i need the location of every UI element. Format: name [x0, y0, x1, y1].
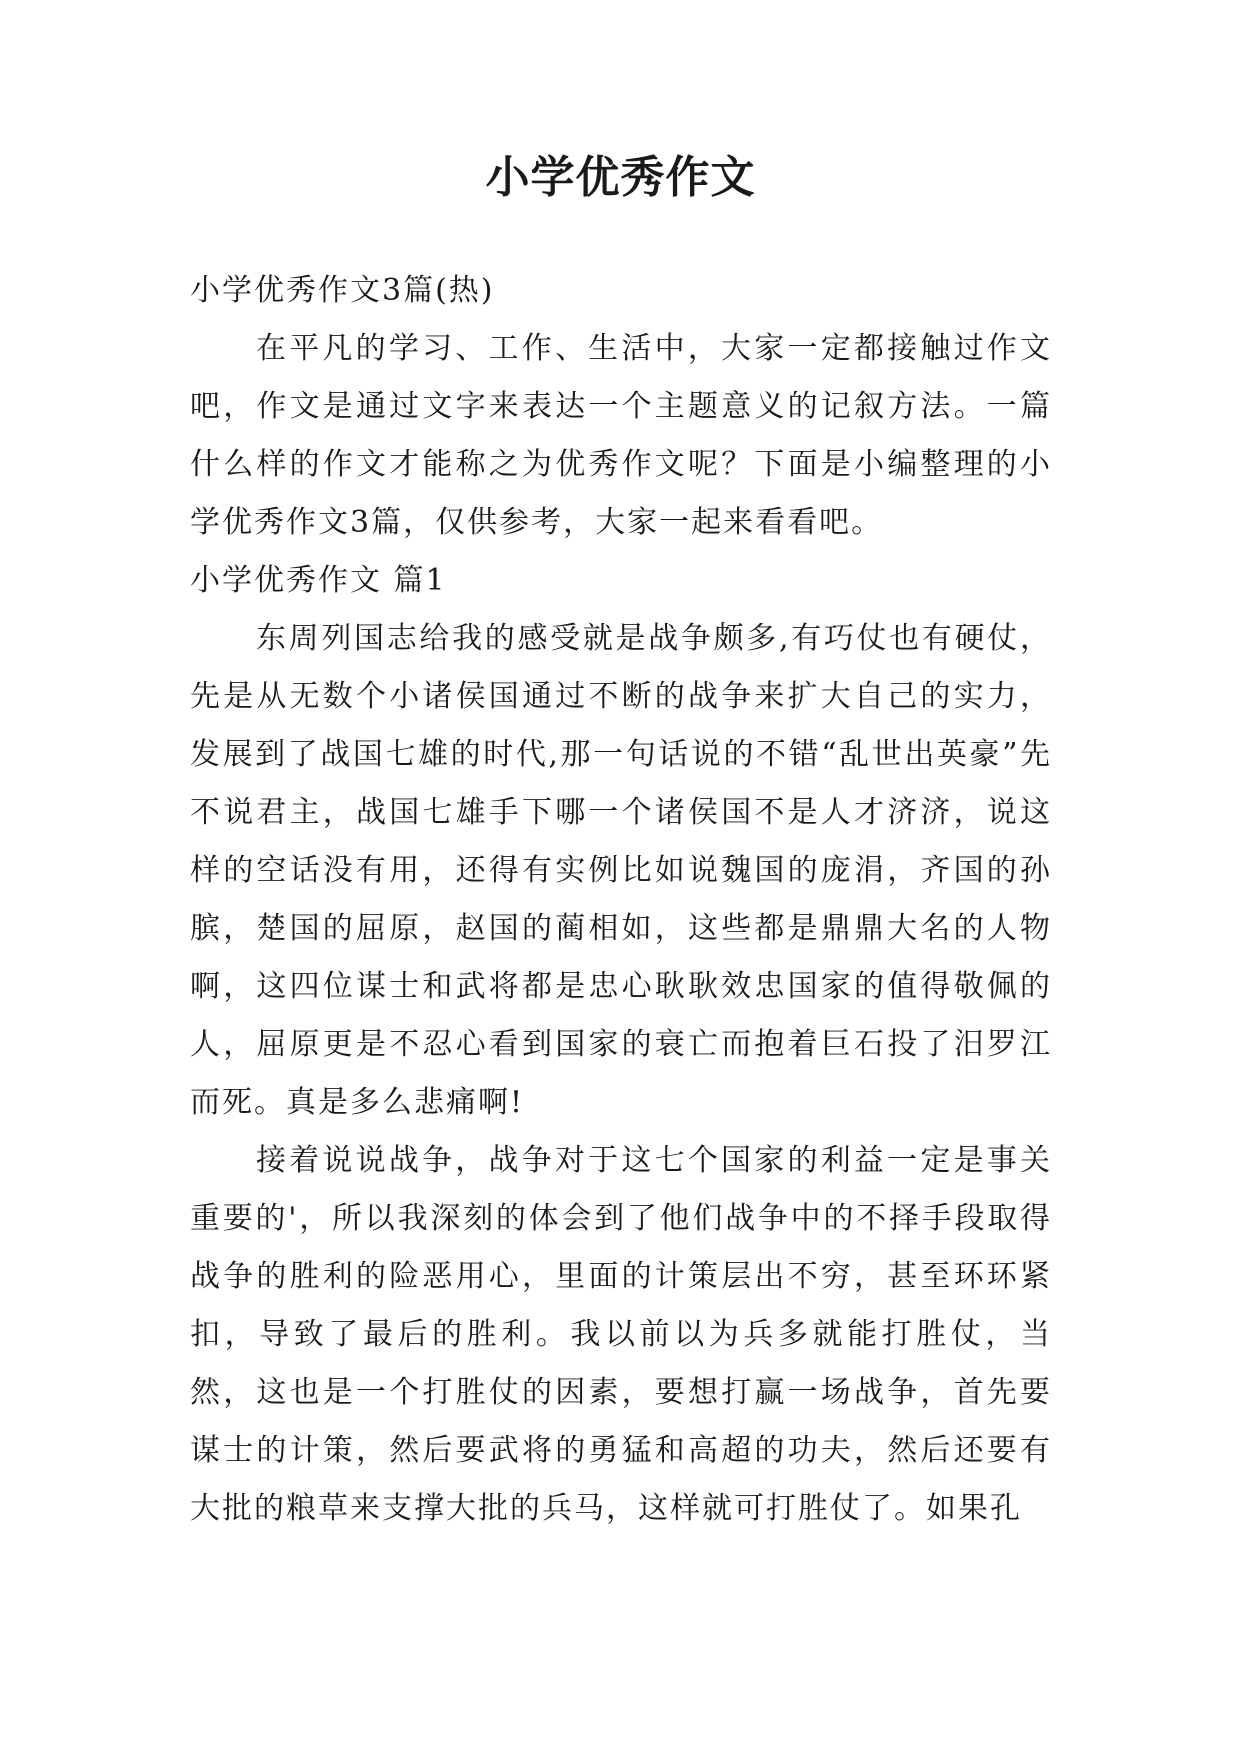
document-title: 小学优秀作文: [485, 152, 756, 203]
body-paragraph: 接着说说战争，战争对于这七个国家的利益一定是事关重要的'，所以我深刻的体会到了他们战争中的不择手段取得战争的胜利的险恶用心，里面的计策层出不穷，甚至环环紧扣，导致了最后的胜利。我以前以为兵多就能打胜仗，当然，这也是一个打胜仗的因素，要想打赢一场战争，首先要谋士的计策，然后要武将的勇猛和高超的功夫，然后还要有大批的粮草来支撑大批的兵马，这样就可打胜仗了。如果孔: [190, 1143, 1052, 1526]
body-paragraph: 东周列国志给我的感受就是战争颇多,有巧仗也有硬仗，先是从无数个小诸侯国通过不断的战争来扩大自己的实力，发展到了战国七雄的时代,那一句话说的不错“乱世出英豪”先不说君主，战国七雄手下哪一个诸侯国不是人才济济，说这样的空话没有用，还得有实例比如说魏国的庞涓，齐国的孙膑，楚国的屈原，赵国的蔺相如，这些都是鼎鼎大名的人物啊，这四位谋士和武将都是忠心耿耿效忠国家的值得敬佩的人，屈原更是不忍心看到国家的衰亡而抱着巨石投了汨罗江而死。真是多么悲痛啊!: [190, 621, 1052, 1120]
document-body: [190, 262, 1052, 1538]
section-heading: 小学优秀作文 篇1: [190, 563, 447, 598]
intro-paragraph: 在平凡的学习、工作、生活中，大家一定都接触过作文吧，作文是通过文字来表达一个主题意义的记叙方法。一篇什么样的作文才能称之为优秀作文呢？下面是小编整理的小学优秀作文3篇，仅供参考，大家一起来看看吧。: [190, 331, 1052, 540]
document-subtitle: 小学优秀作文3篇(热): [190, 273, 495, 308]
